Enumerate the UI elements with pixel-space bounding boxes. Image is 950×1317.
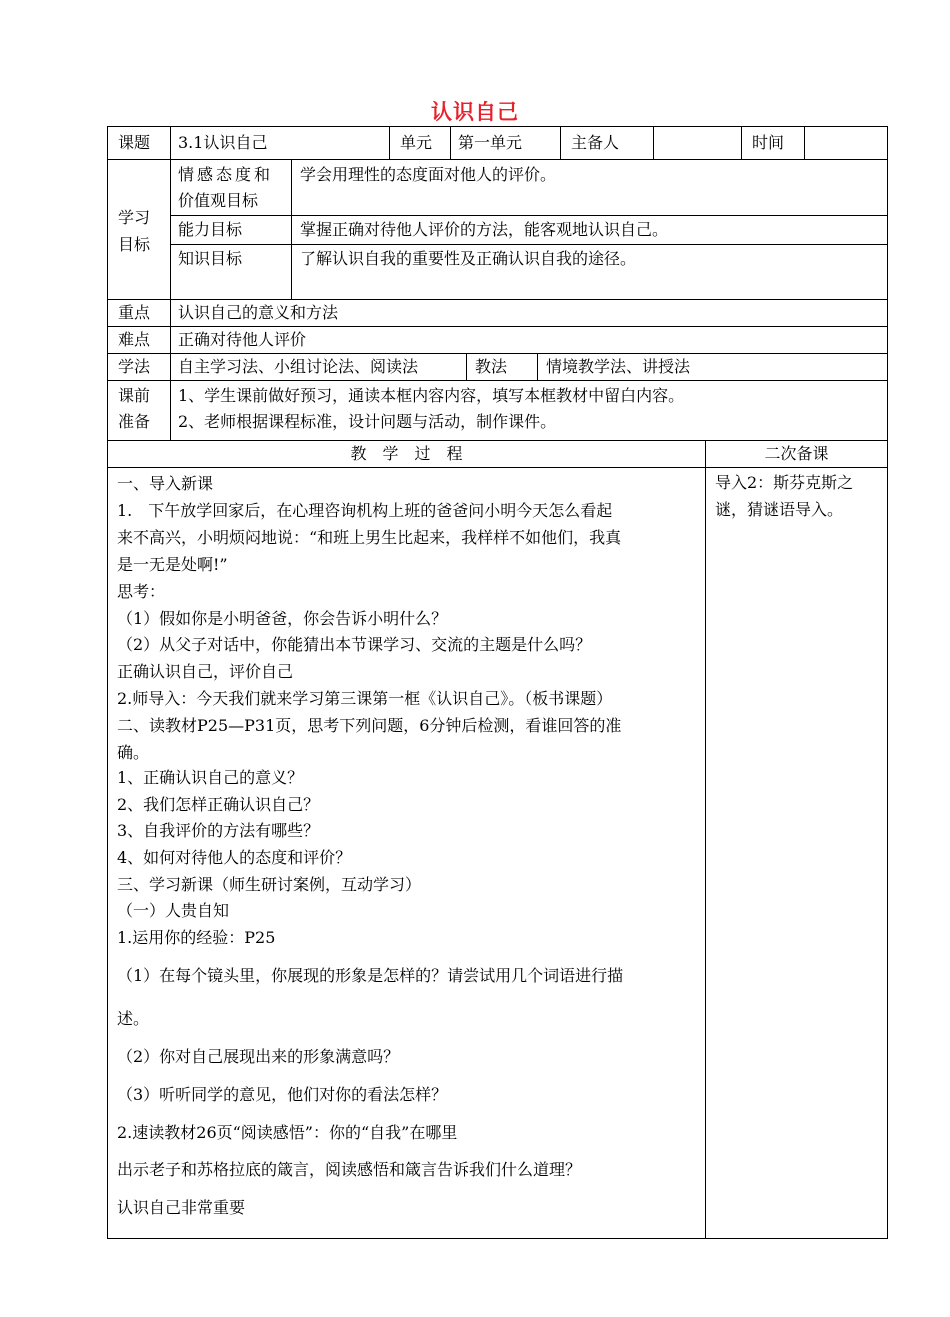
emotion-text: 学会用理性的态度面对他人的评价。 <box>300 165 557 184</box>
study-method-text: 自主学习法、小组讨论法、阅读法 <box>178 357 419 376</box>
process-line: 思考： <box>117 582 166 601</box>
process-line: 2.师导入：今天我们就来学习第三课第一框《认识自己》。（板书课题） <box>117 689 613 708</box>
unit-label: 单元 <box>400 133 433 152</box>
process-line: （3）听听同学的意见，他们对你的看法怎样？ <box>117 1085 448 1104</box>
topic-label: 课题 <box>118 133 151 152</box>
ability-text: 掌握正确对待他人评价的方法，能客观地认识自己。 <box>300 220 669 239</box>
key-point-text: 认识自己的意义和方法 <box>178 303 339 322</box>
time-value-cell <box>804 126 888 160</box>
unit-value: 第一单元 <box>458 133 523 152</box>
preparer-value-cell <box>653 126 742 160</box>
process-line: 来不高兴，小明烦闷地说：“和班上男生比起来，我样样不如他们，我真 <box>117 528 622 547</box>
preparer-label: 主备人 <box>571 133 620 152</box>
preparation-label-line1: 课前 <box>118 386 151 405</box>
process-line: 二、读教材P25—P31页，思考下列问题，6分钟后检测，看谁回答的准 <box>117 716 622 735</box>
goals-label-line2: 目标 <box>118 235 151 254</box>
process-line: （2）从父子对话中，你能猜出本节课学习、交流的主题是什么吗？ <box>117 635 592 654</box>
knowledge-text: 了解认识自我的重要性及正确认识自我的途径。 <box>300 249 637 268</box>
process-line: 正确认识自己，评价自己 <box>117 662 294 681</box>
document-title: 认识自己 <box>431 100 519 124</box>
secondary-note-line2: 谜，猜谜语导入。 <box>715 500 844 519</box>
process-line: 1.运用你的经验：P25 <box>117 928 276 947</box>
ability-label: 能力目标 <box>178 220 243 239</box>
process-line: 是一无是处啊!” <box>117 555 228 574</box>
process-line: （2）你对自己展现出来的形象满意吗？ <box>117 1047 400 1066</box>
process-line: 出示老子和苏格拉底的箴言，阅读感悟和箴言告诉我们什么道理？ <box>117 1160 582 1179</box>
process-line: 2、我们怎样正确认识自己？ <box>117 795 320 814</box>
emotion-label-line2: 价值观目标 <box>178 191 259 210</box>
difficulty-label: 难点 <box>118 330 151 349</box>
process-header: 教 学 过 程 <box>350 444 463 463</box>
teach-method-text: 情境教学法、讲授法 <box>546 357 691 376</box>
preparation-item-2: 2、老师根据课程标准，设计问题与活动，制作课件。 <box>178 412 557 431</box>
preparation-label-line2: 准备 <box>118 412 151 431</box>
goals-label-line1: 学习 <box>118 208 151 227</box>
key-point-label: 重点 <box>118 303 151 322</box>
process-line: 1、正确认识自己的意义？ <box>117 768 304 787</box>
topic-value: 3.1认识自己 <box>178 133 268 152</box>
study-method-label: 学法 <box>118 357 151 376</box>
difficulty-text: 正确对待他人评价 <box>178 330 307 349</box>
secondary-note-line1: 导入2：斯芬克斯之 <box>715 473 854 492</box>
process-line: 认识自己非常重要 <box>117 1198 246 1217</box>
emotion-label-line1: 情感态度和 <box>178 165 274 184</box>
teach-method-label: 教法 <box>475 357 508 376</box>
process-line: （1）假如你是小明爸爸，你会告诉小明什么？ <box>117 609 448 628</box>
secondary-header: 二次备课 <box>764 444 829 463</box>
process-line: （1）在每个镜头里，你展现的形象是怎样的？请尝试用几个词语进行描 <box>117 966 624 985</box>
preparation-item-1: 1、学生课前做好预习，通读本框内容内容，填写本框教材中留白内容。 <box>178 386 685 405</box>
process-line: （一）人贵自知 <box>117 901 230 920</box>
process-line: 1. 下午放学回家后，在心理咨询机构上班的爸爸问小明今天怎么看起 <box>117 501 613 520</box>
process-line: 述。 <box>117 1009 150 1028</box>
process-line: 4、如何对待他人的态度和评价？ <box>117 848 352 867</box>
process-line: 确。 <box>117 743 150 762</box>
knowledge-label: 知识目标 <box>178 249 243 268</box>
process-line: 3、自我评价的方法有哪些？ <box>117 821 320 840</box>
time-label: 时间 <box>752 133 785 152</box>
process-line: 三、学习新课（师生研讨案例，互动学习） <box>117 875 422 894</box>
process-line: 一、导入新课 <box>117 474 214 493</box>
process-line: 2.速读教材26页“阅读感悟”：你的“自我”在哪里 <box>117 1123 458 1142</box>
secondary-body-cell <box>705 467 888 1239</box>
